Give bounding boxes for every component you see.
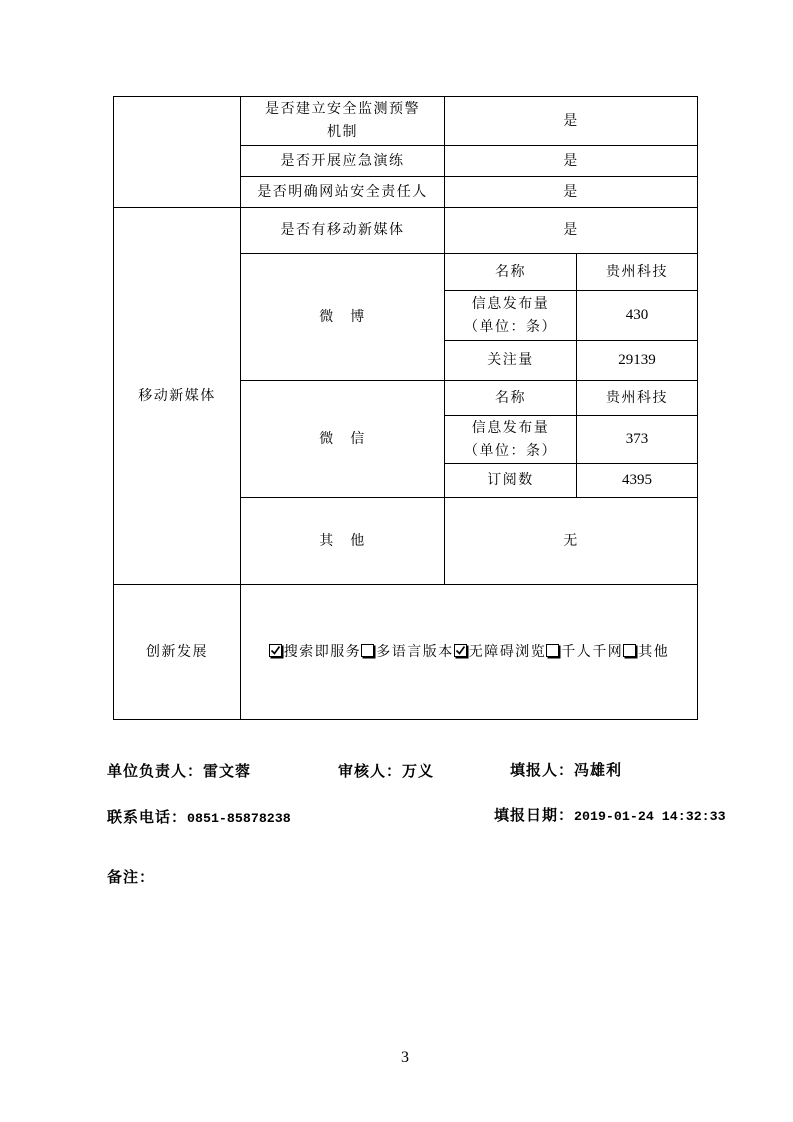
website-report-table xyxy=(113,96,698,720)
weibo-followers-label: 关注量 xyxy=(445,341,577,381)
responsible-person-value: 是 xyxy=(445,177,698,208)
responsible-person-label: 是否明确网站安全责任人 xyxy=(241,177,445,208)
weibo-label: 微 博 xyxy=(241,254,445,381)
drill-value: 是 xyxy=(445,146,698,177)
innovation-row xyxy=(114,585,698,720)
innovation-label: 创新发展 xyxy=(114,585,241,720)
wechat-posts-label xyxy=(445,416,577,464)
monitoring-value: 是 xyxy=(445,97,698,146)
checkbox-unchecked-icon xyxy=(361,644,374,657)
report-date-label: 填报日期： xyxy=(494,808,575,824)
reviewer-label: 审核人： xyxy=(338,764,403,780)
report-date-value: 2019-01-24 14:32:33 xyxy=(574,809,726,824)
wechat-subscribers-value: 4395 xyxy=(577,464,698,498)
other-media-label: 其 他 xyxy=(241,498,445,585)
phone-label: 联系电话： xyxy=(107,810,188,826)
filler-name: 冯雄利 xyxy=(574,763,623,779)
option-label: 多语言版本 xyxy=(376,644,454,660)
weibo-posts-label-line-2: （单位：条） xyxy=(464,319,557,335)
checkbox-checked-icon xyxy=(269,644,282,657)
monitoring-label-line-1: 是否建立安全监测预警 xyxy=(265,102,420,117)
wechat-label: 微 信 xyxy=(241,381,445,498)
unit-head-label: 单位负责人： xyxy=(107,764,204,780)
new-media-section-label: 移动新媒体 xyxy=(114,208,241,585)
reviewer-name: 万义 xyxy=(402,764,435,780)
option-personalization xyxy=(546,645,623,660)
weibo-name-value: 贵州科技 xyxy=(577,254,698,291)
weibo-posts-value: 430 xyxy=(577,291,698,341)
option-accessibility xyxy=(454,645,547,660)
unit-head-name: 雷文蓉 xyxy=(203,764,252,780)
option-label: 千人千网 xyxy=(561,644,624,660)
wechat-posts-label-line-1: 信息发布量 xyxy=(471,420,550,436)
wechat-posts-value: 373 xyxy=(577,416,698,464)
monitoring-row xyxy=(114,97,698,146)
wechat-posts-label-line-2: （单位：条） xyxy=(464,443,557,459)
phone-number: 0851-85878238 xyxy=(187,811,291,826)
wechat-name-label: 名称 xyxy=(445,381,577,416)
wechat-name-value: 贵州科技 xyxy=(577,381,698,416)
option-search-service xyxy=(269,645,362,660)
weibo-name-label: 名称 xyxy=(445,254,577,291)
wechat-subscribers-label: 订阅数 xyxy=(445,464,577,498)
weibo-followers-value: 29139 xyxy=(577,341,698,381)
security-section-cell xyxy=(114,97,241,208)
has-new-media-row xyxy=(114,208,698,254)
report-date-line xyxy=(494,807,726,826)
drill-label: 是否开展应急演练 xyxy=(241,146,445,177)
phone-line xyxy=(107,809,291,828)
weibo-posts-label-line-1: 信息发布量 xyxy=(471,296,550,312)
filler-label: 填报人： xyxy=(510,763,575,779)
option-label: 其他 xyxy=(638,644,670,660)
notes-label: 备注： xyxy=(107,870,156,886)
monitoring-label xyxy=(241,97,445,146)
checkbox-unchecked-icon xyxy=(623,644,636,657)
option-label: 无障碍浏览 xyxy=(468,644,547,660)
option-other xyxy=(623,645,669,660)
weibo-posts-label xyxy=(445,291,577,341)
page-number: 3 xyxy=(401,1049,409,1066)
checkbox-checked-icon xyxy=(454,644,467,657)
option-multilingual xyxy=(361,645,454,660)
checkbox-unchecked-icon xyxy=(546,644,559,657)
filler-line xyxy=(510,762,622,780)
unit-head-line xyxy=(107,763,251,781)
has-new-media-value: 是 xyxy=(445,208,698,254)
option-label: 搜索即服务 xyxy=(283,644,362,660)
other-media-value: 无 xyxy=(445,498,698,585)
reviewer-line xyxy=(338,763,434,781)
innovation-options xyxy=(241,585,698,720)
has-new-media-label: 是否有移动新媒体 xyxy=(241,208,445,254)
monitoring-label-line-2: 机制 xyxy=(327,125,358,140)
notes-line xyxy=(107,869,155,887)
